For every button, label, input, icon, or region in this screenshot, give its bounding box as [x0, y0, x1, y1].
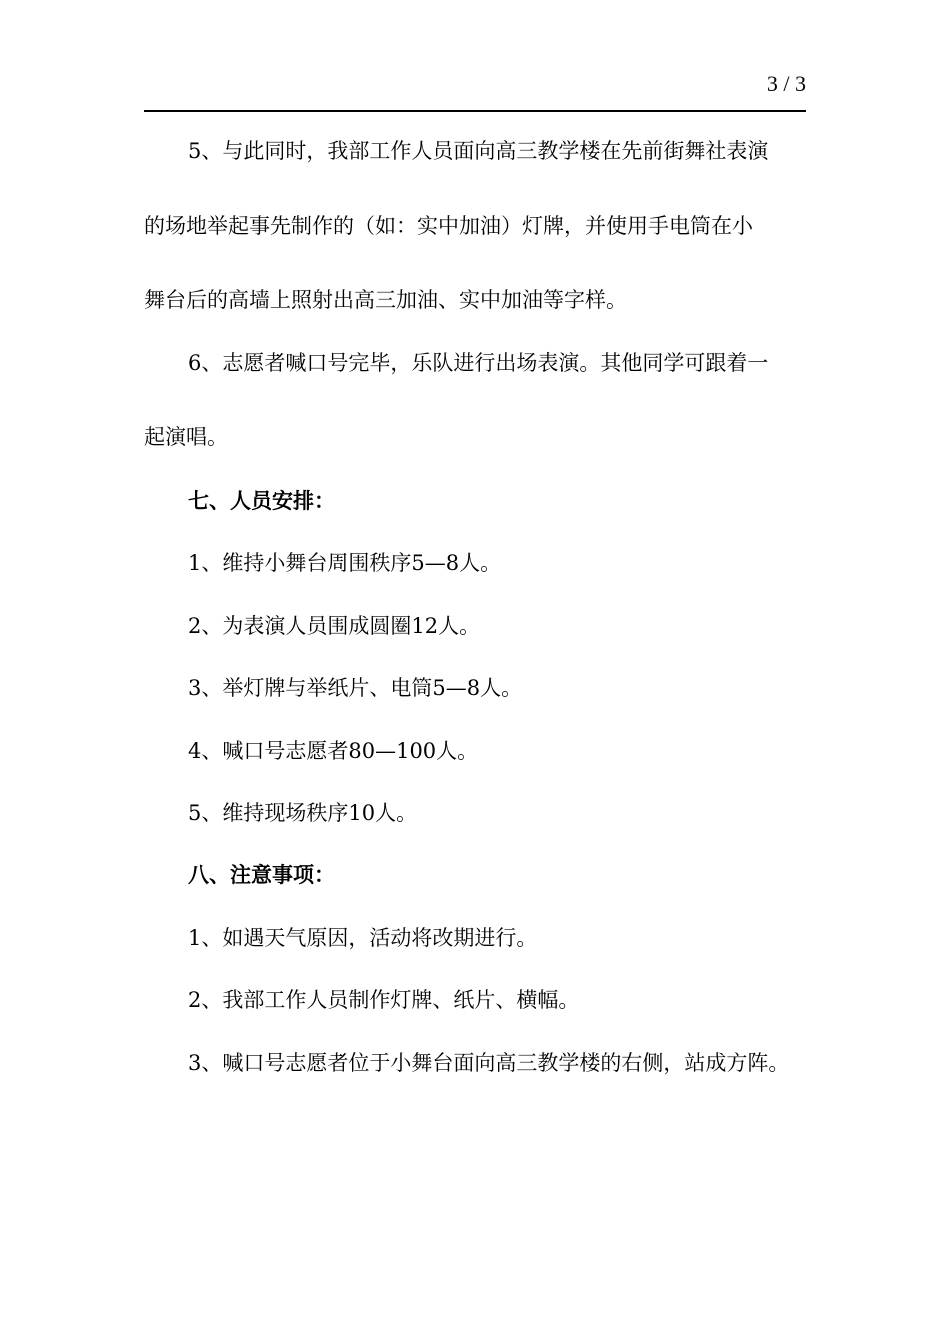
- paragraph-6-line-2: 起演唱。: [144, 425, 228, 449]
- section-heading-staffing: 七、人员安排：: [188, 488, 335, 513]
- staffing-item-1: 1、维持小舞台周围秩序5—8人。: [188, 551, 502, 575]
- staffing-item-4: 4、喊口号志愿者80—100人。: [188, 739, 479, 763]
- staffing-item-3: 3、举灯牌与举纸片、电筒5—8人。: [188, 676, 523, 700]
- staffing-item-5: 5、维持现场秩序10人。: [188, 801, 418, 825]
- notes-item-3: 3、喊口号志愿者位于小舞台面向高三教学楼的右侧，站成方阵。: [188, 1051, 790, 1075]
- paragraph-6-line-1: 6、志愿者喊口号完毕，乐队进行出场表演。其他同学可跟着一: [188, 351, 769, 375]
- section-heading-notes: 八、注意事项：: [188, 862, 335, 887]
- notes-item-1: 1、如遇天气原因，活动将改期进行。: [188, 926, 538, 950]
- staffing-item-2: 2、为表演人员围成圆圈12人。: [188, 614, 481, 638]
- page-number: 3 / 3: [766, 71, 806, 96]
- notes-item-2: 2、我部工作人员制作灯牌、纸片、横幅。: [188, 988, 580, 1012]
- paragraph-5-line-2: 的场地举起事先制作的（如：实中加油）灯牌，并使用手电筒在小: [144, 214, 753, 238]
- paragraph-5-line-1: 5、与此同时，我部工作人员面向高三教学楼在先前街舞社表演: [188, 139, 769, 163]
- paragraph-5-line-3: 舞台后的高墙上照射出高三加油、实中加油等字样。: [144, 288, 627, 312]
- header-divider: [144, 110, 806, 112]
